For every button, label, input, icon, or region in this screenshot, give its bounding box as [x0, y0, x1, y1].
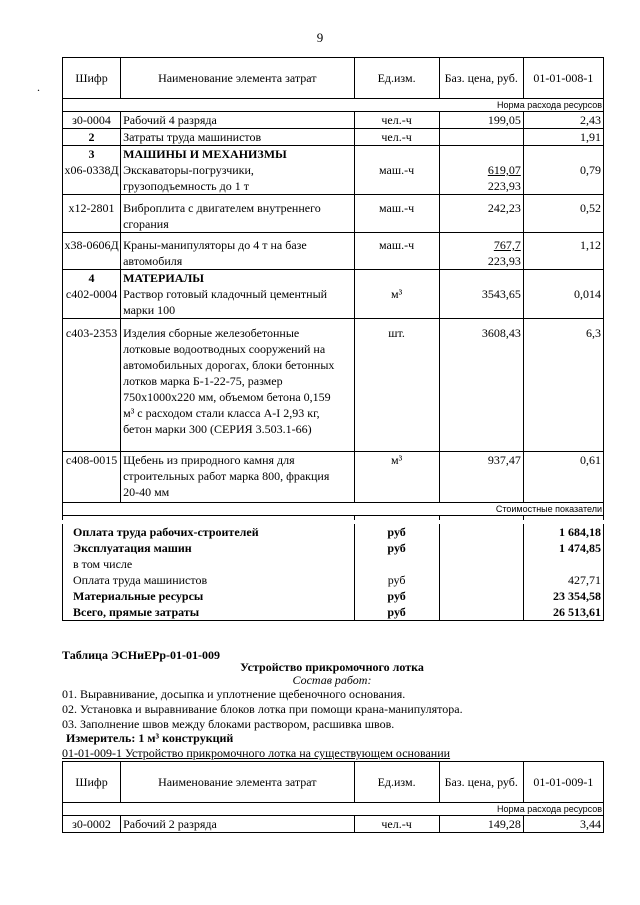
meter-label: Измеритель: 1 м³ конструкций — [66, 731, 234, 745]
summary-unit: руб — [354, 524, 439, 540]
row-unit: м³ — [390, 287, 403, 301]
table-row — [63, 146, 604, 195]
table-row — [63, 233, 604, 270]
row-name: Раствор готовый кладочный цементный — [123, 287, 328, 301]
summary-label: в том числе — [63, 556, 355, 572]
page-number: 9 — [316, 30, 324, 45]
header-table-code: 01-01-008-1 — [523, 58, 603, 99]
work-step: 03. Заполнение швов между блоками раствором, расшивка швов. — [62, 717, 395, 731]
row-name-cont: автомобильных дорогах, блоки бетонных — [123, 358, 335, 372]
row-norm: 0,014 — [574, 287, 601, 301]
summary-value: 427,71 — [523, 572, 603, 588]
summary-label: Оплата труда рабочих-строителей — [63, 524, 355, 540]
summary-value: 23 354,58 — [523, 588, 603, 604]
row-norm: 1,91 — [523, 129, 603, 146]
row-price: 937,47 — [439, 452, 523, 503]
row-name-cont: бетон марки 300 (СЕРИЯ 3.503.1-66) — [123, 422, 312, 436]
summary-value — [523, 556, 603, 572]
norm-band: Норма расхода ресурсов — [63, 99, 604, 112]
row-norm: 0,52 — [523, 195, 603, 233]
row-norm: 6,3 — [523, 319, 603, 452]
section-number: 4 — [88, 271, 95, 285]
margin-mark: . — [37, 80, 40, 94]
row-price: 767,7 — [493, 238, 521, 252]
header-price: Баз. цена, руб. — [439, 58, 523, 99]
resource-table-01-01-008 — [62, 57, 604, 520]
summary-row — [63, 572, 604, 588]
table-row — [63, 270, 604, 319]
summary-row — [63, 588, 604, 604]
row-norm: 0,79 — [580, 163, 601, 177]
row-name-cont: строительных работ марка 800, фракция — [123, 469, 330, 483]
row-code: з0-0004 — [63, 112, 121, 129]
row-code: х12-2801 — [63, 195, 121, 233]
subtable-title: 01-01-009-1 Устройство прикромочного лотка на существующем основании — [62, 746, 451, 760]
row-name-cont: автомобиля — [123, 254, 183, 268]
cost-band: Стоимостные показатели — [63, 503, 604, 516]
norm-band: Норма расхода ресурсов — [63, 803, 604, 816]
row-unit: маш.-ч — [354, 195, 439, 233]
row-name: Щебень из природного камня для — [123, 453, 295, 467]
row-name-cont: лотков марка Б-1-22-75, размер — [123, 374, 283, 388]
row-code: з0-0002 — [63, 816, 121, 833]
row-norm: 1,12 — [523, 233, 603, 270]
row-name: Рабочий 4 разряда — [121, 112, 354, 129]
row-code: с403-2353 — [63, 319, 121, 452]
table-header — [63, 58, 604, 99]
row-price: 3608,43 — [439, 319, 523, 452]
row-price-machinist: 223,93 — [487, 254, 521, 268]
summary-empty — [439, 540, 523, 556]
row-code: с408-0015 — [63, 452, 121, 503]
row-unit: чел.-ч — [354, 129, 439, 146]
row-name: Рабочий 2 разряда — [121, 816, 354, 833]
row-name-cont: 750х1000х220 мм, объемом бетона 0,159 — [123, 390, 331, 404]
table-row — [63, 319, 604, 452]
table-title: Таблица ЭСНиЕРр-01-01-009 — [62, 648, 221, 662]
summary-label: Оплата труда машинистов — [63, 572, 355, 588]
composition-label: Состав работ: — [292, 673, 372, 687]
row-name-cont: грузоподъемность до 1 т — [123, 179, 249, 193]
row-unit: маш.-ч — [379, 163, 415, 177]
summary-row — [63, 604, 604, 621]
summary-unit: руб — [354, 540, 439, 556]
section-title: МАШИНЫ И МЕХАНИЗМЫ — [123, 147, 287, 161]
table-row — [63, 195, 604, 233]
summary-empty — [439, 588, 523, 604]
header-table-code: 01-01-009-1 — [523, 762, 603, 803]
table-row — [63, 112, 604, 129]
row-name: Виброплита с двигателем внутреннего — [123, 201, 321, 215]
summary-value: 26 513,61 — [523, 604, 603, 621]
row-price: 619,07 — [487, 163, 521, 177]
work-heading: Устройство прикромочного лотка — [240, 660, 424, 674]
header-code: Шифр — [63, 58, 121, 99]
row-price-machinist: 223,93 — [487, 179, 521, 193]
header-unit: Ед.изм. — [354, 762, 439, 803]
summary-value: 1 684,18 — [523, 524, 603, 540]
section-number: 3 — [88, 147, 95, 161]
summary-label: Материальные ресурсы — [63, 588, 355, 604]
summary-unit: руб — [354, 572, 439, 588]
row-code: с402-0004 — [65, 287, 118, 301]
row-name: Затраты труда машинистов — [121, 129, 354, 146]
row-unit: маш.-ч — [354, 233, 439, 270]
row-code: х06-0338Д — [64, 163, 119, 177]
summary-empty — [439, 556, 523, 572]
row-unit: м³ — [354, 452, 439, 503]
row-name-cont: м³ с расходом стали класса А-I 2,93 кг, — [123, 406, 320, 420]
summary-unit: руб — [354, 604, 439, 621]
header-code: Шифр — [63, 762, 121, 803]
summary-empty — [439, 572, 523, 588]
row-norm: 2,43 — [523, 112, 603, 129]
row-unit: шт. — [354, 319, 439, 452]
summary-unit: руб — [354, 588, 439, 604]
summary-label: Эксплуатация машин — [63, 540, 355, 556]
row-name: Изделия сборные железобетонные — [123, 326, 300, 340]
row-name-cont: марки 100 — [123, 303, 176, 317]
header-price: Баз. цена, руб. — [439, 762, 523, 803]
row-name-cont: сгорания — [123, 217, 169, 231]
section-title: МАТЕРИАЛЫ — [123, 271, 205, 285]
summary-row — [63, 524, 604, 540]
row-code: х38-0606Д — [63, 233, 121, 270]
row-name-cont: лотковые водоотводных сооружений на — [123, 342, 326, 356]
row-number: 2 — [63, 129, 121, 146]
summary-unit — [354, 556, 439, 572]
work-step: 02. Установка и выравнивание блоков лотка при помощи крана-манипулятора. — [62, 702, 463, 716]
summary-empty — [439, 524, 523, 540]
row-unit: чел.-ч — [354, 112, 439, 129]
summary-value: 1 474,85 — [523, 540, 603, 556]
cost-summary — [62, 524, 604, 621]
row-norm: 3,44 — [523, 816, 603, 833]
summary-label: Всего, прямые затраты — [63, 604, 355, 621]
row-name-cont: 20-40 мм — [123, 485, 170, 499]
row-price: 199,05 — [439, 112, 523, 129]
row-price: 149,28 — [439, 816, 523, 833]
header-name: Наименование элемента затрат — [121, 58, 354, 99]
header-unit: Ед.изм. — [354, 58, 439, 99]
summary-empty — [439, 604, 523, 621]
row-name: Краны-манипуляторы до 4 т на базе — [123, 238, 307, 252]
table-row — [63, 816, 604, 833]
table-header — [63, 762, 604, 803]
row-norm: 0,61 — [523, 452, 603, 503]
header-name: Наименование элемента затрат — [121, 762, 354, 803]
row-price: 3543,65 — [481, 287, 521, 301]
row-name: Экскаваторы-погрузчики, — [123, 163, 254, 177]
row-price: 242,23 — [439, 195, 523, 233]
row-unit: чел.-ч — [354, 816, 439, 833]
table-row — [63, 129, 604, 146]
table-row — [63, 452, 604, 503]
summary-row — [63, 540, 604, 556]
work-step: 01. Выравнивание, досыпка и уплотнение щебеночного основания. — [62, 687, 406, 701]
summary-row — [63, 556, 604, 572]
resource-table-01-01-009 — [62, 761, 604, 833]
